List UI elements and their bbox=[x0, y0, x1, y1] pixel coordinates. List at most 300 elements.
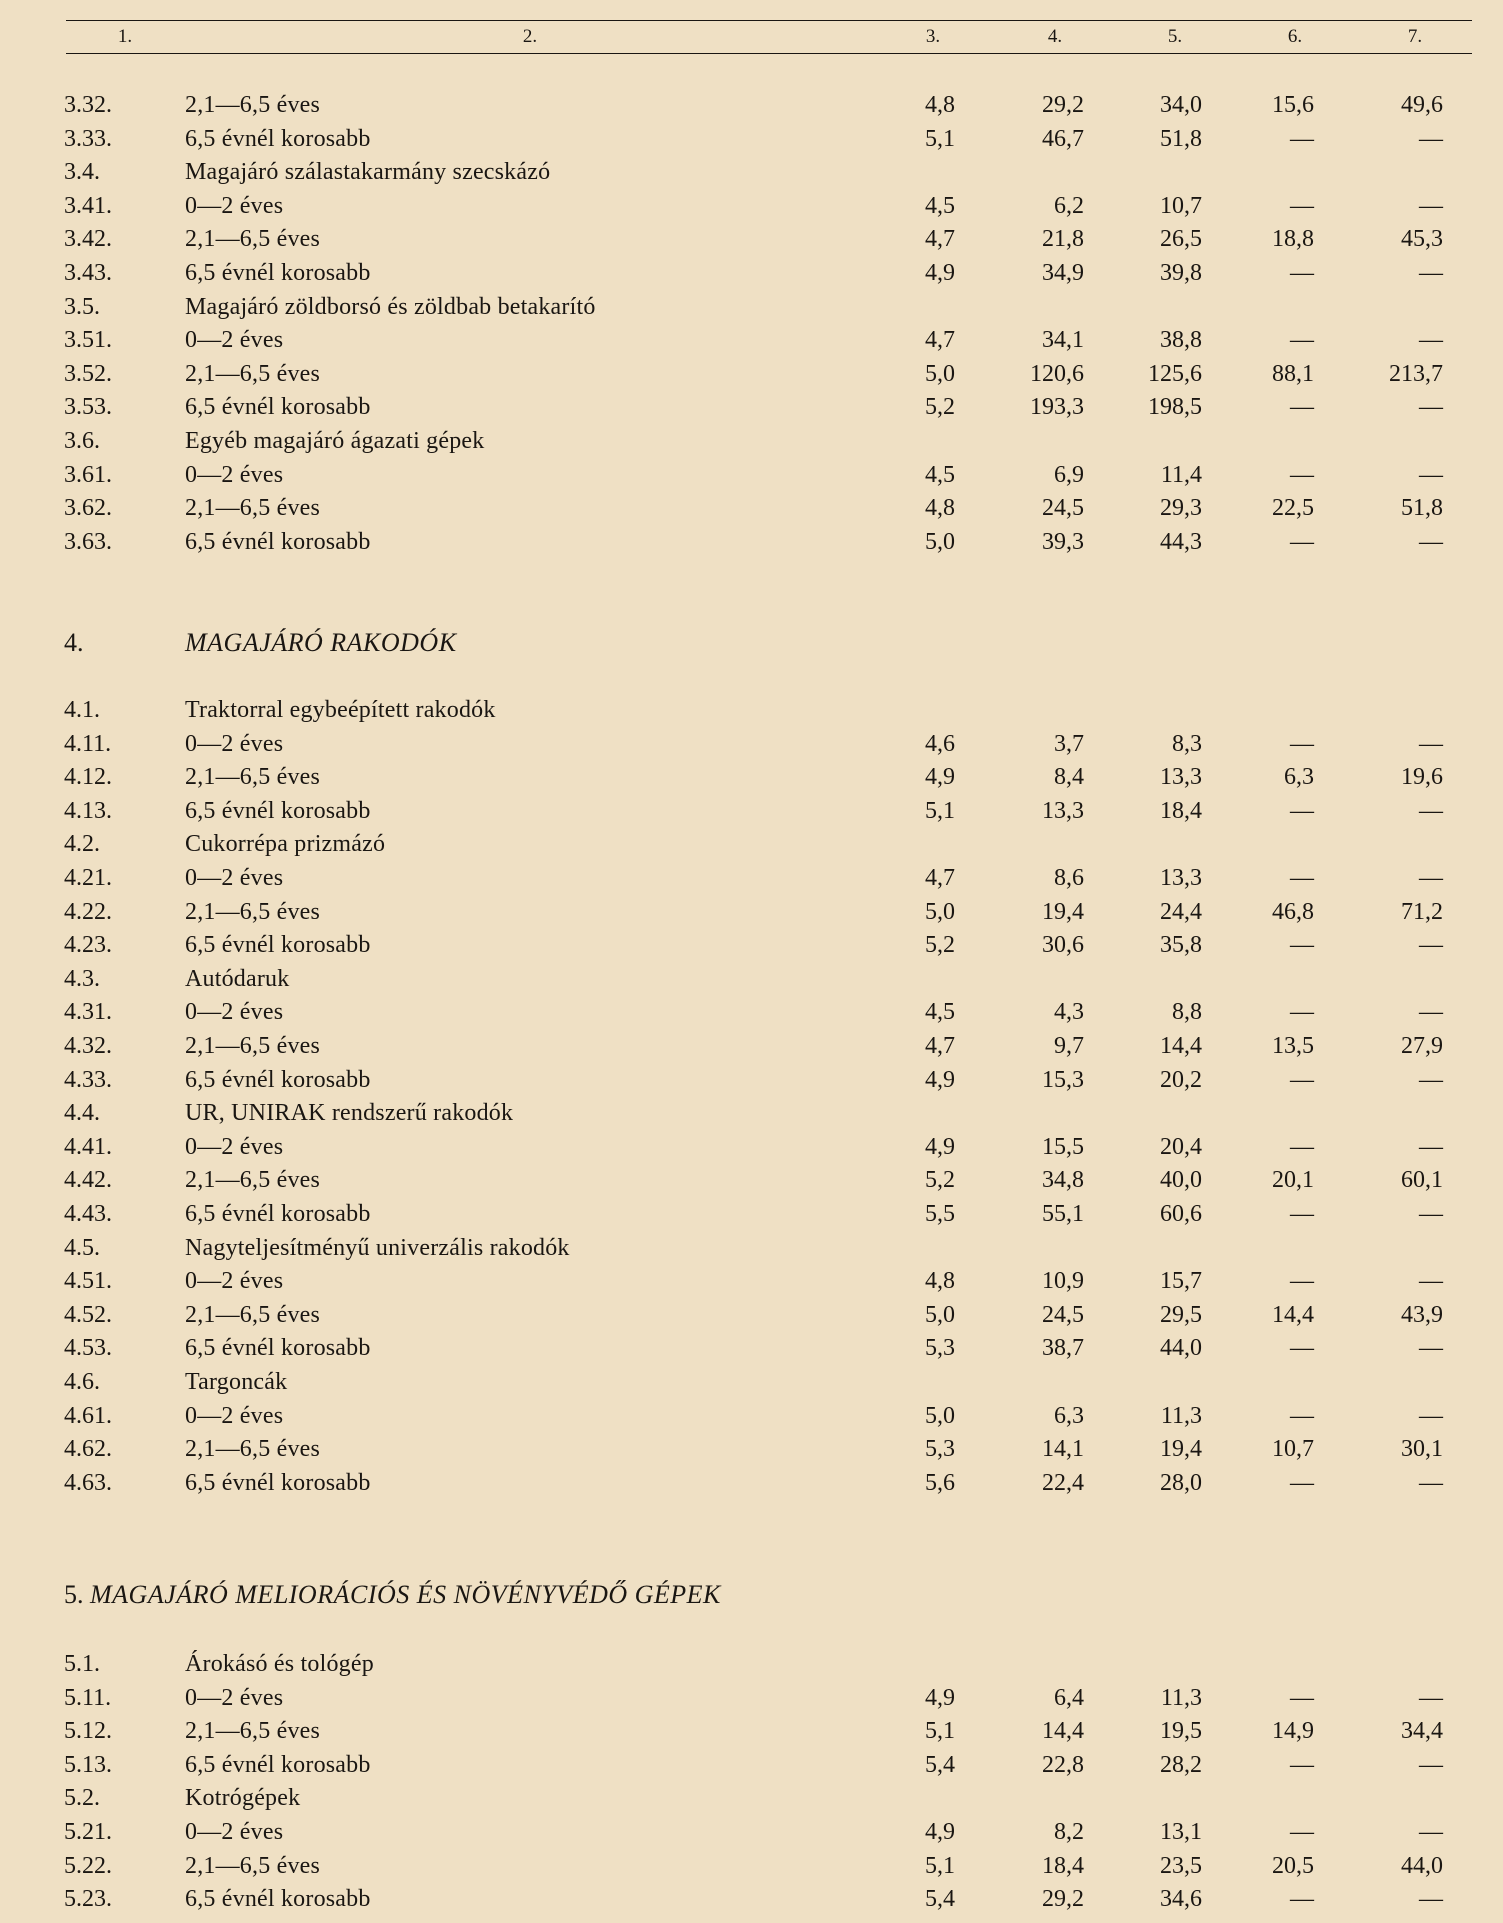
col-3-value: 5,1 bbox=[925, 125, 955, 152]
col-7-value: 44,0 bbox=[1401, 1852, 1443, 1879]
row-label: 0—2 éves bbox=[185, 730, 284, 757]
col-7-value: 49,6 bbox=[1401, 92, 1443, 118]
col-6-value: — bbox=[1290, 192, 1314, 219]
col-6-value: 10,7 bbox=[1272, 1436, 1314, 1463]
table-row bbox=[0, 1782, 1503, 1814]
row-code: 3.33. bbox=[64, 125, 112, 152]
row-code: 3.43. bbox=[64, 260, 112, 286]
row-code: 4.22. bbox=[64, 898, 112, 925]
row-code: 4.23. bbox=[64, 932, 112, 959]
col-6-value: — bbox=[1290, 394, 1314, 421]
col-6-value: — bbox=[1290, 327, 1314, 354]
row-label: 6,5 évnél korosabb bbox=[185, 1066, 371, 1093]
table-row bbox=[0, 1883, 1503, 1915]
col-7-value: — bbox=[1419, 192, 1443, 219]
table-row bbox=[0, 1715, 1503, 1747]
col-3-value: 4,9 bbox=[925, 260, 955, 286]
table-row bbox=[0, 728, 1503, 760]
col-6-value: — bbox=[1290, 932, 1314, 959]
table-row bbox=[0, 1816, 1503, 1848]
row-label: 0—2 éves bbox=[185, 999, 284, 1026]
row-code: 3.61. bbox=[64, 461, 112, 488]
table-row bbox=[0, 89, 1503, 121]
col-6-value: 14,9 bbox=[1272, 1718, 1314, 1745]
col-4-value: 34,9 bbox=[1042, 260, 1084, 286]
header-col-6: 6. bbox=[1287, 26, 1303, 47]
row-label: 0—2 éves bbox=[185, 327, 284, 354]
col-4-value: 29,2 bbox=[1042, 1886, 1084, 1913]
col-4-value: 19,4 bbox=[1042, 898, 1084, 925]
col-5-value: 39,8 bbox=[1160, 260, 1202, 286]
col-4-value: 15,3 bbox=[1042, 1066, 1084, 1093]
col-3-value: 5,5 bbox=[925, 1201, 955, 1227]
section-title: MAGAJÁRÓ MELIORÁCIÓS ÉS NÖVÉNYVÉDŐ GÉPEK bbox=[90, 1580, 721, 1609]
row-label: 6,5 évnél korosabb bbox=[185, 1886, 371, 1913]
col-6-value: — bbox=[1290, 125, 1314, 152]
row-label: Kotrógépek bbox=[185, 1785, 301, 1812]
col-6-value: — bbox=[1290, 1402, 1314, 1429]
col-7-value: 27,9 bbox=[1401, 1033, 1443, 1059]
table-row bbox=[0, 391, 1503, 423]
row-code: 5.1. bbox=[64, 1651, 100, 1677]
section-heading bbox=[0, 626, 1503, 660]
col-6-value: 18,8 bbox=[1272, 226, 1314, 253]
row-code: 3.32. bbox=[64, 92, 112, 118]
col-5-value: 11,4 bbox=[1160, 461, 1202, 488]
col-4-value: 14,4 bbox=[1042, 1718, 1084, 1745]
col-5-value: 23,5 bbox=[1160, 1852, 1202, 1879]
row-label: 6,5 évnél korosabb bbox=[185, 1335, 371, 1362]
row-code: 3.51. bbox=[64, 327, 112, 354]
col-4-value: 4,3 bbox=[1054, 999, 1084, 1026]
col-6-value: 88,1 bbox=[1272, 360, 1314, 387]
row-label: Magajáró szálastakarmány szecskázó bbox=[185, 159, 551, 186]
row-label: 2,1—6,5 éves bbox=[185, 1167, 321, 1194]
table-row bbox=[0, 1366, 1503, 1398]
col-3-value: 4,9 bbox=[925, 764, 955, 791]
section-number: 5. bbox=[64, 1580, 84, 1609]
row-label: Árokásó és tológép bbox=[185, 1651, 374, 1677]
col-4-value: 34,8 bbox=[1042, 1167, 1084, 1194]
row-code: 3.62. bbox=[64, 495, 112, 522]
col-5-value: 24,4 bbox=[1160, 898, 1202, 925]
row-code: 3.52. bbox=[64, 360, 112, 387]
table-row bbox=[0, 223, 1503, 255]
col-3-value: 4,9 bbox=[925, 1819, 955, 1845]
section-title: MAGAJÁRÓ RAKODÓK bbox=[185, 628, 457, 657]
table-row bbox=[0, 1682, 1503, 1714]
col-7-value: — bbox=[1419, 1201, 1443, 1227]
col-4-value: 24,5 bbox=[1042, 495, 1084, 522]
col-7-value: 30,1 bbox=[1401, 1436, 1443, 1463]
row-code: 3.53. bbox=[64, 394, 112, 421]
col-5-value: 28,2 bbox=[1160, 1751, 1202, 1778]
col-3-value: 5,0 bbox=[925, 1402, 955, 1429]
row-code: 5.21. bbox=[64, 1819, 112, 1845]
col-6-value: — bbox=[1290, 260, 1314, 286]
col-3-value: 4,7 bbox=[925, 226, 955, 253]
col-3-value: 5,3 bbox=[925, 1436, 955, 1463]
table-row bbox=[0, 1131, 1503, 1163]
row-label: 2,1—6,5 éves bbox=[185, 226, 321, 253]
col-4-value: 46,7 bbox=[1042, 125, 1084, 152]
table-row bbox=[0, 828, 1503, 860]
col-3-value: 4,5 bbox=[925, 999, 955, 1026]
col-7-value: — bbox=[1419, 394, 1443, 421]
col-7-value: — bbox=[1419, 1066, 1443, 1093]
col-6-value: — bbox=[1290, 1201, 1314, 1227]
col-5-value: 8,3 bbox=[1172, 730, 1202, 757]
col-3-value: 4,8 bbox=[925, 1268, 955, 1295]
col-4-value: 193,3 bbox=[1030, 394, 1084, 421]
col-4-value: 9,7 bbox=[1054, 1033, 1084, 1059]
col-5-value: 15,7 bbox=[1160, 1268, 1202, 1295]
row-code: 3.42. bbox=[64, 226, 112, 253]
col-6-value: — bbox=[1290, 865, 1314, 891]
table-row bbox=[0, 862, 1503, 894]
col-6-value: 13,5 bbox=[1272, 1033, 1314, 1059]
col-4-value: 38,7 bbox=[1042, 1335, 1084, 1362]
row-label: Autódaruk bbox=[185, 965, 290, 992]
header-top-rule bbox=[66, 20, 1472, 21]
table-row bbox=[0, 358, 1503, 390]
col-7-value: — bbox=[1419, 1335, 1443, 1362]
row-code: 4.42. bbox=[64, 1167, 112, 1194]
col-4-value: 3,7 bbox=[1054, 730, 1084, 757]
row-label: Targoncák bbox=[185, 1369, 288, 1395]
col-4-value: 14,1 bbox=[1042, 1436, 1084, 1463]
col-4-value: 120,6 bbox=[1030, 360, 1084, 387]
row-code: 5.23. bbox=[64, 1886, 112, 1913]
col-3-value: 4,8 bbox=[925, 495, 955, 522]
row-code: 3.4. bbox=[64, 159, 100, 186]
col-7-value: 45,3 bbox=[1401, 226, 1443, 253]
col-7-value: — bbox=[1419, 1751, 1443, 1778]
col-5-value: 60,6 bbox=[1160, 1201, 1202, 1227]
col-5-value: 26,5 bbox=[1160, 226, 1202, 253]
row-label: 6,5 évnél korosabb bbox=[185, 1751, 371, 1778]
col-4-value: 21,8 bbox=[1042, 226, 1084, 253]
col-5-value: 125,6 bbox=[1148, 360, 1202, 387]
row-code: 4.43. bbox=[64, 1201, 112, 1227]
col-6-value: 14,4 bbox=[1272, 1301, 1314, 1328]
col-6-value: — bbox=[1290, 797, 1314, 824]
col-6-value: 46,8 bbox=[1272, 898, 1314, 925]
col-3-value: 4,5 bbox=[925, 192, 955, 219]
col-7-value: — bbox=[1419, 932, 1443, 959]
col-4-value: 10,9 bbox=[1042, 1268, 1084, 1295]
col-3-value: 4,9 bbox=[925, 1133, 955, 1160]
col-5-value: 20,4 bbox=[1160, 1133, 1202, 1160]
table-row bbox=[0, 929, 1503, 961]
col-4-value: 6,9 bbox=[1054, 461, 1084, 488]
col-7-value: 43,9 bbox=[1401, 1301, 1443, 1328]
col-6-value: — bbox=[1290, 1066, 1314, 1093]
col-3-value: 5,4 bbox=[925, 1751, 955, 1778]
col-3-value: 4,8 bbox=[925, 92, 955, 118]
table-row bbox=[0, 761, 1503, 793]
col-4-value: 24,5 bbox=[1042, 1301, 1084, 1328]
row-code: 4.4. bbox=[64, 1100, 100, 1127]
col-7-value: 34,4 bbox=[1401, 1718, 1443, 1745]
col-7-value: — bbox=[1419, 865, 1443, 891]
col-6-value: — bbox=[1290, 1886, 1314, 1913]
header-col-7: 7. bbox=[1407, 26, 1423, 47]
table-row bbox=[0, 291, 1503, 323]
col-7-value: — bbox=[1419, 797, 1443, 824]
col-3-value: 5,1 bbox=[925, 1718, 955, 1745]
row-code: 4.31. bbox=[64, 999, 112, 1026]
table-row bbox=[0, 996, 1503, 1028]
table-row bbox=[0, 1400, 1503, 1432]
row-label: 2,1—6,5 éves bbox=[185, 1301, 321, 1328]
table-row bbox=[0, 1265, 1503, 1297]
row-label: 6,5 évnél korosabb bbox=[185, 797, 371, 824]
col-4-value: 15,5 bbox=[1042, 1133, 1084, 1160]
col-3-value: 4,7 bbox=[925, 327, 955, 354]
section-heading-text bbox=[64, 1578, 721, 1612]
col-7-value: — bbox=[1419, 1886, 1443, 1913]
col-5-value: 10,7 bbox=[1160, 192, 1202, 219]
col-7-value: — bbox=[1419, 999, 1443, 1026]
row-label: 2,1—6,5 éves bbox=[185, 92, 321, 118]
col-6-value: — bbox=[1290, 1469, 1314, 1496]
col-6-value: — bbox=[1290, 528, 1314, 555]
col-3-value: 5,0 bbox=[925, 528, 955, 555]
col-5-value: 20,2 bbox=[1160, 1066, 1202, 1093]
col-6-value: 20,5 bbox=[1272, 1852, 1314, 1879]
row-code: 4.41. bbox=[64, 1133, 112, 1160]
col-7-value: — bbox=[1419, 1268, 1443, 1295]
col-4-value: 8,4 bbox=[1054, 764, 1084, 791]
col-3-value: 4,7 bbox=[925, 1033, 955, 1059]
col-4-value: 29,2 bbox=[1042, 92, 1084, 118]
row-code: 5.22. bbox=[64, 1852, 112, 1879]
row-code: 3.63. bbox=[64, 528, 112, 555]
col-6-value: — bbox=[1290, 1819, 1314, 1845]
col-4-value: 18,4 bbox=[1042, 1852, 1084, 1879]
col-6-value: 6,3 bbox=[1284, 764, 1314, 791]
col-5-value: 18,4 bbox=[1160, 797, 1202, 824]
row-code: 4.2. bbox=[64, 831, 100, 858]
row-label: 0—2 éves bbox=[185, 1684, 284, 1711]
col-3-value: 5,0 bbox=[925, 898, 955, 925]
col-7-value: — bbox=[1419, 1469, 1443, 1496]
table-row bbox=[0, 694, 1503, 726]
row-code: 3.6. bbox=[64, 428, 100, 454]
section-number: 4. bbox=[64, 628, 84, 657]
col-7-value: — bbox=[1419, 730, 1443, 757]
col-4-value: 55,1 bbox=[1042, 1201, 1084, 1227]
col-6-value: — bbox=[1290, 730, 1314, 757]
table-row bbox=[0, 1850, 1503, 1882]
header-col-1: 1. bbox=[117, 26, 133, 47]
row-label: 6,5 évnél korosabb bbox=[185, 260, 371, 286]
row-code: 4.13. bbox=[64, 797, 112, 824]
row-code: 4.21. bbox=[64, 865, 112, 891]
col-5-value: 38,8 bbox=[1160, 327, 1202, 354]
col-6-value: — bbox=[1290, 461, 1314, 488]
header-col-4: 4. bbox=[1047, 26, 1063, 47]
row-code: 4.53. bbox=[64, 1335, 112, 1362]
row-label: 0—2 éves bbox=[185, 1402, 284, 1429]
table-row bbox=[0, 156, 1503, 188]
col-6-value: — bbox=[1290, 999, 1314, 1026]
header-col-2: 2. bbox=[522, 26, 538, 47]
col-4-value: 22,4 bbox=[1042, 1469, 1084, 1496]
row-code: 5.11. bbox=[64, 1684, 112, 1711]
col-3-value: 5,2 bbox=[925, 1167, 955, 1194]
row-code: 4.1. bbox=[64, 697, 100, 723]
table-row bbox=[0, 1749, 1503, 1781]
row-label: 2,1—6,5 éves bbox=[185, 360, 321, 387]
col-4-value: 13,3 bbox=[1042, 797, 1084, 824]
row-code: 4.62. bbox=[64, 1436, 112, 1463]
row-code: 4.52. bbox=[64, 1301, 112, 1328]
row-label: 0—2 éves bbox=[185, 1133, 284, 1160]
col-3-value: 4,7 bbox=[925, 865, 955, 891]
col-7-value: — bbox=[1419, 1819, 1443, 1845]
table-row bbox=[0, 257, 1503, 289]
col-6-value: — bbox=[1290, 1335, 1314, 1362]
table-row bbox=[0, 1232, 1503, 1264]
col-7-value: — bbox=[1419, 327, 1443, 354]
row-label: 0—2 éves bbox=[185, 192, 284, 219]
row-label: UR, UNIRAK rendszerű rakodók bbox=[185, 1100, 514, 1127]
table-row bbox=[0, 1198, 1503, 1230]
col-4-value: 22,8 bbox=[1042, 1751, 1084, 1778]
row-code: 4.3. bbox=[64, 965, 100, 992]
row-code: 4.11. bbox=[64, 730, 112, 757]
table-row bbox=[0, 1030, 1503, 1062]
col-5-value: 11,3 bbox=[1160, 1402, 1202, 1429]
col-5-value: 34,6 bbox=[1160, 1886, 1202, 1913]
row-label: 2,1—6,5 éves bbox=[185, 1852, 321, 1879]
col-5-value: 13,3 bbox=[1160, 764, 1202, 791]
col-5-value: 40,0 bbox=[1160, 1167, 1202, 1194]
row-label: 2,1—6,5 éves bbox=[185, 898, 321, 925]
col-5-value: 34,0 bbox=[1160, 92, 1202, 118]
col-3-value: 4,5 bbox=[925, 461, 955, 488]
col-7-value: — bbox=[1419, 461, 1443, 488]
table-row bbox=[0, 123, 1503, 155]
col-7-value: 51,8 bbox=[1401, 495, 1443, 522]
row-label: 2,1—6,5 éves bbox=[185, 1436, 321, 1463]
row-label: 0—2 éves bbox=[185, 1819, 284, 1845]
col-5-value: 29,5 bbox=[1160, 1301, 1202, 1328]
col-4-value: 8,6 bbox=[1054, 865, 1084, 891]
header-bottom-rule bbox=[66, 53, 1472, 54]
col-7-value: 213,7 bbox=[1389, 360, 1443, 387]
row-code: 4.12. bbox=[64, 764, 112, 791]
col-6-value: 22,5 bbox=[1272, 495, 1314, 522]
col-4-value: 6,4 bbox=[1054, 1684, 1084, 1711]
col-7-value: — bbox=[1419, 125, 1443, 152]
col-6-value: — bbox=[1290, 1751, 1314, 1778]
header-col-3: 3. bbox=[925, 26, 941, 47]
col-6-value: 15,6 bbox=[1272, 92, 1314, 118]
col-4-value: 34,1 bbox=[1042, 327, 1084, 354]
row-code: 4.63. bbox=[64, 1469, 112, 1496]
col-6-value: 20,1 bbox=[1272, 1167, 1314, 1194]
col-5-value: 29,3 bbox=[1160, 495, 1202, 522]
col-7-value: — bbox=[1419, 260, 1443, 286]
col-3-value: 5,2 bbox=[925, 932, 955, 959]
table-row bbox=[0, 1433, 1503, 1465]
col-5-value: 13,3 bbox=[1160, 865, 1202, 891]
table-row bbox=[0, 1332, 1503, 1364]
col-3-value: 4,9 bbox=[925, 1684, 955, 1711]
col-3-value: 5,3 bbox=[925, 1335, 955, 1362]
row-code: 3.41. bbox=[64, 192, 112, 219]
row-code: 4.51. bbox=[64, 1268, 112, 1295]
row-label: 2,1—6,5 éves bbox=[185, 495, 321, 522]
col-5-value: 198,5 bbox=[1148, 394, 1202, 421]
row-label: Cukorrépa prizmázó bbox=[185, 831, 386, 858]
col-5-value: 28,0 bbox=[1160, 1469, 1202, 1496]
row-label: Nagyteljesítményű univerzális rakodók bbox=[185, 1234, 570, 1261]
row-label: 6,5 évnél korosabb bbox=[185, 1201, 371, 1227]
col-4-value: 39,3 bbox=[1042, 528, 1084, 555]
table-row bbox=[0, 1648, 1503, 1680]
row-code: 4.32. bbox=[64, 1033, 112, 1059]
col-3-value: 5,1 bbox=[925, 797, 955, 824]
table-row bbox=[0, 795, 1503, 827]
table-row bbox=[0, 459, 1503, 491]
row-label: 2,1—6,5 éves bbox=[185, 764, 321, 791]
col-5-value: 13,1 bbox=[1160, 1819, 1202, 1845]
col-4-value: 8,2 bbox=[1054, 1819, 1084, 1845]
table-row bbox=[0, 1164, 1503, 1196]
table-row bbox=[0, 1467, 1503, 1499]
row-label: Magajáró zöldborsó és zöldbab betakarító bbox=[185, 293, 596, 320]
col-6-value: — bbox=[1290, 1133, 1314, 1160]
section-heading bbox=[0, 1578, 1503, 1612]
col-3-value: 5,6 bbox=[925, 1469, 955, 1496]
table-row bbox=[0, 425, 1503, 457]
col-3-value: 4,6 bbox=[925, 730, 955, 757]
row-code: 5.2. bbox=[64, 1785, 100, 1812]
col-7-value: 60,1 bbox=[1401, 1167, 1443, 1194]
col-7-value: — bbox=[1419, 528, 1443, 555]
col-5-value: 8,8 bbox=[1172, 999, 1202, 1026]
row-label: 0—2 éves bbox=[185, 1268, 284, 1295]
table-row bbox=[0, 896, 1503, 928]
col-5-value: 11,3 bbox=[1160, 1684, 1202, 1711]
col-7-value: 71,2 bbox=[1401, 898, 1443, 925]
row-code: 4.33. bbox=[64, 1066, 112, 1093]
col-3-value: 5,0 bbox=[925, 1301, 955, 1328]
table-row bbox=[0, 1299, 1503, 1331]
row-label: Egyéb magajáró ágazati gépek bbox=[185, 428, 485, 454]
col-4-value: 30,6 bbox=[1042, 932, 1084, 959]
table-row bbox=[0, 492, 1503, 524]
col-5-value: 19,5 bbox=[1160, 1718, 1202, 1745]
row-code: 3.5. bbox=[64, 293, 100, 320]
col-7-value: — bbox=[1419, 1402, 1443, 1429]
col-5-value: 35,8 bbox=[1160, 932, 1202, 959]
col-5-value: 44,0 bbox=[1160, 1335, 1202, 1362]
col-3-value: 5,1 bbox=[925, 1852, 955, 1879]
col-3-value: 5,2 bbox=[925, 394, 955, 421]
row-label: 6,5 évnél korosabb bbox=[185, 932, 371, 959]
table-row bbox=[0, 1064, 1503, 1096]
col-4-value: 6,2 bbox=[1054, 192, 1084, 219]
col-7-value: — bbox=[1419, 1684, 1443, 1711]
row-label: 6,5 évnél korosabb bbox=[185, 1469, 371, 1496]
col-5-value: 19,4 bbox=[1160, 1436, 1202, 1463]
table-row bbox=[0, 190, 1503, 222]
